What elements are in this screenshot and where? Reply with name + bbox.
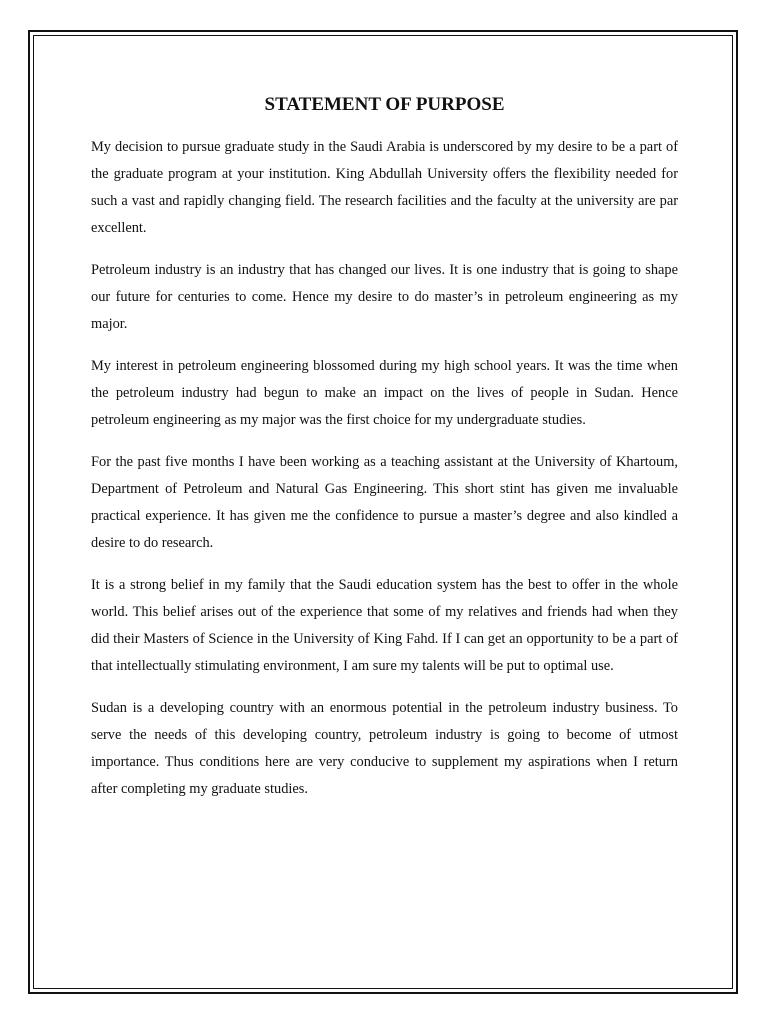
- paragraph-intro: My decision to pursue graduate study in the Saudi Arabia is underscored by my desire to be a part of the graduate program at your institution. King Abdullah University offers the flexibility needed for such a vast and rapidly changing field. The research facilities and the faculty at the university are par excellent.: [91, 139, 678, 236]
- paragraph-conclusion: Sudan is a developing country with an enormous potential in the petroleum industry business. To serve the needs of this developing country, petroleum industry is going to become of utmost importance. Thus conditions here are very conducive to supplement my aspirations when I return after completing my graduate studies.: [91, 700, 678, 797]
- paragraph-industry: Petroleum industry is an industry that has changed our lives. It is one industry that is going to shape our future for centuries to come. Hence my desire to do master’s in petroleum engineering as my major.: [91, 262, 678, 332]
- document-title: STATEMENT OF PURPOSE: [264, 94, 505, 115]
- paragraph-interest: My interest in petroleum engineering blossomed during my high school years. It was the time when the petroleum industry had begun to make an impact on the lives of people in Sudan. Hence petroleum engineering as my major was the first choice for my undergraduate studies.: [91, 358, 678, 428]
- paragraph-belief: It is a strong belief in my family that the Saudi education system has the best to offer in the whole world. This belief arises out of the experience that some of my relatives and friends had when they did their Masters of Science in the University of King Fahd. If I can get an opportunity to be a part of that intellectually stimulating environment, I am sure my talents will be put to optimal use.: [91, 577, 678, 674]
- document-body: [91, 90, 678, 803]
- paragraph-experience: For the past five months I have been working as a teaching assistant at the University of Khartoum, Department of Petroleum and Natural Gas Engineering. This short stint has given me invaluable practical experience. It has given me the confidence to pursue a master’s degree and also kindled a desire to do research.: [91, 454, 678, 551]
